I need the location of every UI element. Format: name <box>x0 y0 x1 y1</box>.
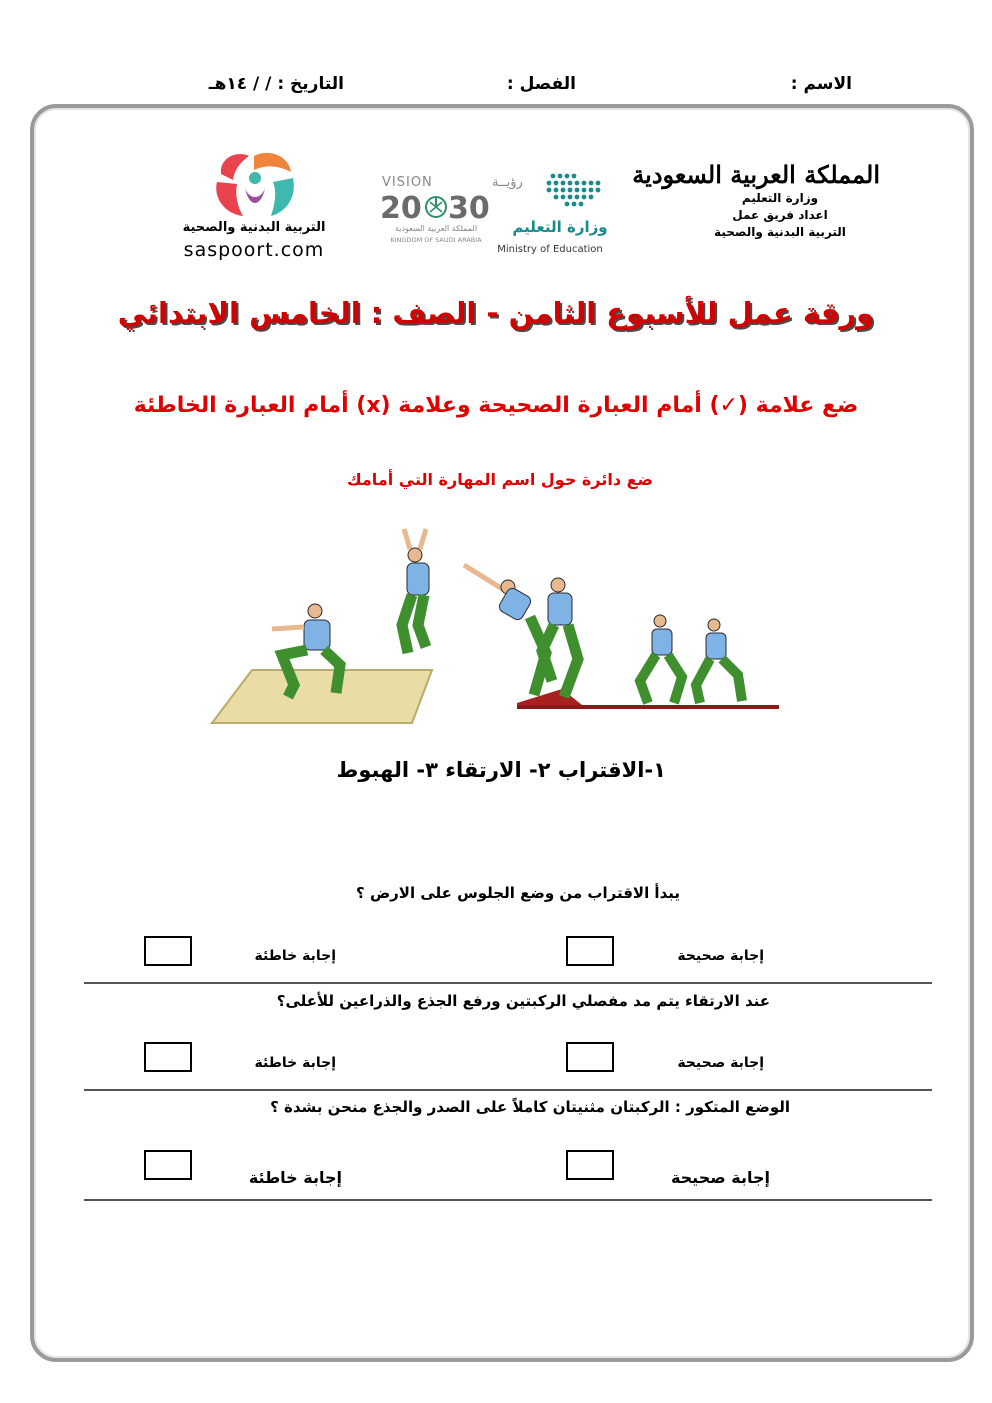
skills-options: ١-الاقتراب ٢- الارتقاء ٣- الهبوط <box>336 758 666 782</box>
vision-en-label: VISION <box>382 175 433 190</box>
kingdom-name: المملكة العربية السعودية <box>632 160 880 189</box>
emblem-icon <box>426 197 446 217</box>
moe-english-name: Ministry of Education <box>497 244 603 255</box>
sas-emblem-icon <box>209 148 299 220</box>
question-1-divider <box>84 982 932 984</box>
moe-arabic-name: وزارة التعليم <box>512 218 608 236</box>
question-2-divider <box>84 1089 932 1091</box>
question-3-divider <box>84 1199 932 1201</box>
landing-mat <box>212 670 432 723</box>
question-1-false-label: إجابة خاطئة <box>254 948 336 964</box>
question-2-false-label: إجابة خاطئة <box>254 1055 336 1071</box>
prepared-by-label: اعداد فريق عمل <box>732 208 828 222</box>
moe-dots-icon <box>547 174 601 207</box>
question-3-text: الوضع المتكور : الركبتان مثنيتان كاملاً على الصدر والجذع منحن بشدة ؟ <box>270 1098 790 1116</box>
vision-kingdom-en: KINGDOM OF SAUDI ARABIA <box>390 236 482 244</box>
question-3-false-label: إجابة خاطئة <box>248 1168 342 1187</box>
question-2-false-box[interactable] <box>144 1042 192 1072</box>
takeoff-board <box>517 689 582 707</box>
question-2-true-box[interactable] <box>566 1042 614 1072</box>
vision-year-left: 20 <box>380 191 422 226</box>
instruction-main: ضع علامة (✓) أمام العبارة الصحيحة وعلامة (x) أمام العبارة الخاطئة <box>133 393 859 418</box>
date-field-label: التاريخ : / / ١٤هـ <box>208 74 344 94</box>
class-field-label: الفصل : <box>506 74 576 94</box>
department-label: التربية البدنية والصحية <box>714 225 846 239</box>
sas-logo <box>164 148 344 263</box>
question-2-true-label: إجابة صحيحة <box>677 1055 764 1071</box>
worksheet-title: ورقة عمل للأسبوع الثامن - الصف : الخامس الابتدائي <box>117 296 875 330</box>
name-field-label: الاسم : <box>790 74 852 94</box>
athlete-takeoff <box>464 565 578 697</box>
question-1-text: يبدأ الاقتراب من وضع الجلوس على الارض ؟ <box>356 884 680 902</box>
question-1-true-box[interactable] <box>566 936 614 966</box>
question-1-false-box[interactable] <box>144 936 192 966</box>
runway-line <box>517 705 779 709</box>
vision-year-right: 30 <box>448 191 490 226</box>
sas-name-label: التربية البدنية والصحية <box>182 220 326 235</box>
kingdom-header <box>632 160 880 241</box>
sas-site-label: saspoort.com <box>183 239 325 261</box>
athlete-approach <box>640 615 742 703</box>
question-3-true-box[interactable] <box>566 1150 614 1180</box>
athlete-flight-upright <box>402 529 429 653</box>
instruction-sub: ضع دائرة حول اسم المهارة التي أمامك <box>347 470 653 489</box>
vision-ar-label: رؤيــة <box>492 175 523 190</box>
question-2-text: عند الارتقاء يتم مد مفصلي الركبتين ورفع الجذع والذراعين للأعلى؟ <box>276 992 770 1010</box>
question-3-true-label: إجابة صحيحة <box>670 1168 770 1187</box>
ministry-label: وزارة التعليم <box>741 191 819 205</box>
vision-kingdom-ar: المملكة العربية السعودية <box>394 224 478 233</box>
long-jump-sequence-illustration <box>212 525 782 725</box>
vision-2030-logo <box>378 170 523 246</box>
question-3-false-box[interactable] <box>144 1150 192 1180</box>
question-1-true-label: إجابة صحيحة <box>677 948 764 964</box>
